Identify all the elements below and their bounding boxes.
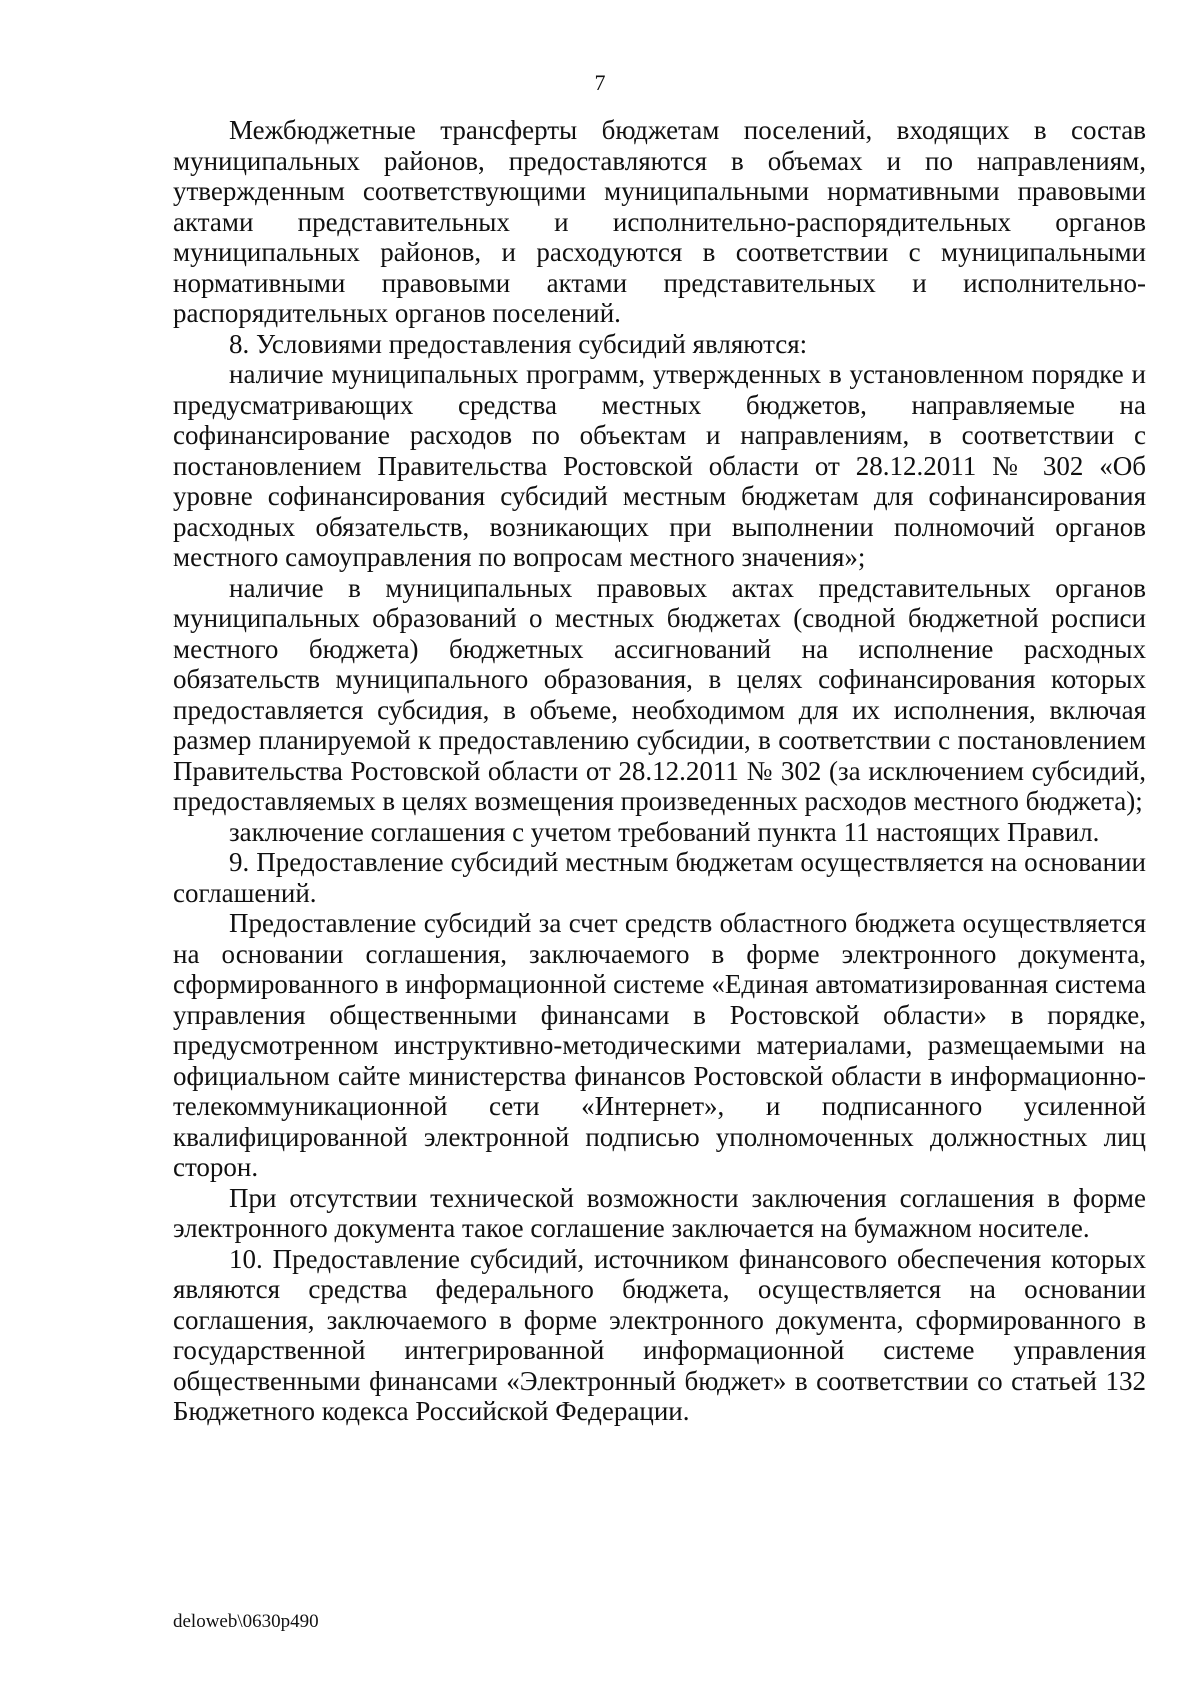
- paragraph-item-8-heading: 8. Условиями предоставления субсидий являются:: [229, 328, 808, 359]
- paragraph-condition-programs: наличие муниципальных программ, утвержденных в установленном порядке и предусматривающих средства местных бюджетов, направляемые на софинансирование расходов по объектам и направлениям, в соответствии с постановлением Правительства Ростовской области от 28.12.2011 № 302 «Об уровне софинансирования субсидий местным бюджетам для софинансирования расходных обязательств, возникающих при выполнении полномочий органов местного самоуправления по вопросам местного значения»;: [173, 359, 1146, 572]
- page-number: 7: [594, 70, 606, 95]
- paragraph-electronic-agreement: Предоставление субсидий за счет средств областного бюджета осуществляется на основании соглашения, заключаемого в форме электронного документа, сформированного в информационной системе «Единая автоматизированная система управления общественными финансами в Ростовской области» в порядке, предусмотренном инструктивно-методическими материалами, размещаемыми на официальном сайте министерства финансов Ростовской области в информационно-телекоммуникационной сети «Интернет», и подписанного усиленной квалифицированной электронной подписью уполномоченных должностных лиц сторон.: [173, 908, 1146, 1182]
- paragraph-paper-agreement: При отсутствии технической возможности заключения соглашения в форме электронного документа такое соглашение заключается на бумажном носителе.: [173, 1182, 1146, 1243]
- paragraph-item-9: 9. Предоставление субсидий местным бюджетам осуществляется на основании соглашений.: [173, 847, 1146, 908]
- document-footer-code: deloweb\0630p490: [173, 1611, 319, 1632]
- paragraph-transfers: Межбюджетные трансферты бюджетам поселений, входящих в состав муниципальных районов, предоставляются в объемах и по направлениям, утвержденным соответствующими муниципальными нормативными правовыми актами представительных и исполнительно-распорядительных органов муниципальных районов, и расходуются в соответствии с муниципальными нормативными правовыми актами представительных и исполнительно-распорядительных органов поселений.: [173, 115, 1146, 328]
- document-body: [173, 115, 1146, 1427]
- paragraph-condition-allocations: наличие в муниципальных правовых актах представительных органов муниципальных образований о местных бюджетах (сводной бюджетной росписи местного бюджета) бюджетных ассигнований на исполнение расходных обязательств муниципального образования, в целях софинансирования которых предоставляется субсидия, в объеме, необходимом для их исполнения, включая размер планируемой к предоставлению субсидии, в соответствии с постановлением Правительства Ростовской области от 28.12.2011 № 302 (за исключением субсидий, предоставляемых в целях возмещения произведенных расходов местного бюджета);: [173, 572, 1146, 816]
- paragraph-condition-agreement: заключение соглашения с учетом требований пункта 11 настоящих Правил.: [229, 816, 1100, 847]
- paragraph-item-10: 10. Предоставление субсидий, источником финансового обеспечения которых являются средства федерального бюджета, осуществляется на основании соглашения, заключаемого в форме электронного документа, сформированного в государственной интегрированной информационной системе управления общественными финансами «Электронный бюджет» в соответствии со статьей 132 Бюджетного кодекса Российской Федерации.: [173, 1243, 1146, 1426]
